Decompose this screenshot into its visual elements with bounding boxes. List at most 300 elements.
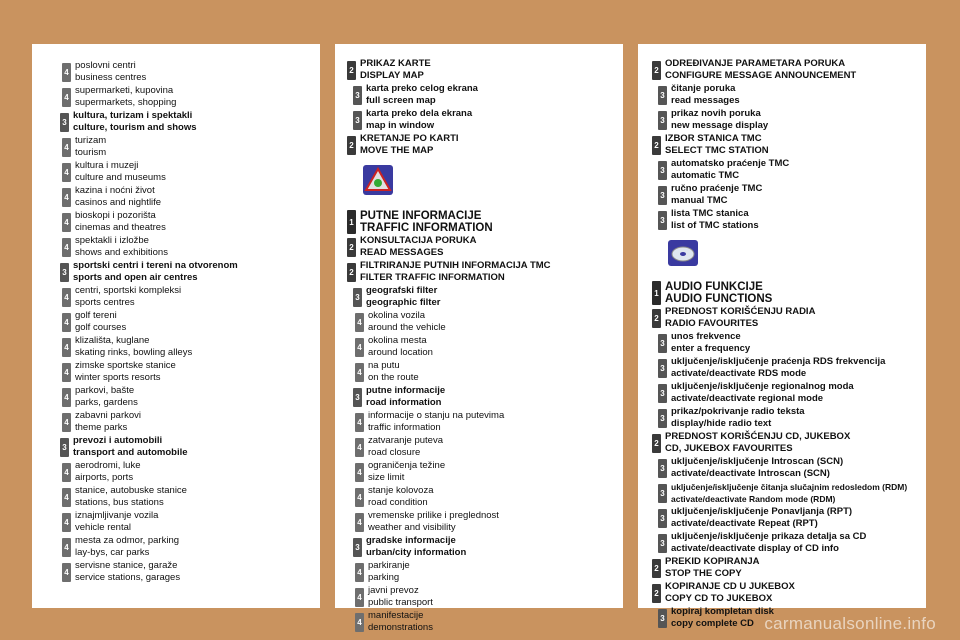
level-badge: 4: [62, 238, 71, 257]
entry-label-english: map in window: [366, 120, 435, 131]
level-badge: 4: [355, 338, 364, 357]
menu-entry: [355, 335, 623, 359]
menu-entry: [355, 610, 623, 634]
menu-entry: [347, 235, 623, 259]
entry-text: [360, 260, 551, 284]
entry-label-local: aerodromi, luke: [75, 460, 141, 471]
menu-entry: [353, 83, 623, 107]
entry-label-english: full screen map: [366, 95, 436, 106]
menu-entry: [62, 285, 320, 309]
entry-text: [368, 335, 433, 359]
level-badge: 2: [652, 434, 661, 453]
level-badge: 4: [62, 138, 71, 157]
entry-text: [368, 510, 499, 534]
menu-entry: [62, 160, 320, 184]
level-badge: 2: [652, 584, 661, 603]
menu-entry: [62, 185, 320, 209]
entry-label-local: čitanje poruka: [671, 83, 736, 94]
entry-text: [368, 560, 410, 584]
level-badge: 3: [658, 161, 667, 180]
entry-label-local: putne informacije: [366, 385, 446, 396]
level-badge: 4: [62, 488, 71, 507]
entry-text: [75, 535, 179, 559]
entry-label-english: read messages: [671, 95, 740, 106]
entry-label-english: SELECT TMC STATION: [665, 145, 769, 156]
level-badge: 3: [658, 409, 667, 428]
menu-entry: [658, 406, 926, 430]
menu-entry: [62, 560, 320, 584]
entry-label-english: around location: [368, 347, 433, 358]
level-badge: 4: [62, 213, 71, 232]
entry-label-local: mesta za odmor, parking: [75, 535, 180, 546]
entry-text: [73, 110, 197, 134]
entry-label-english: vehicle rental: [75, 522, 131, 533]
menu-entry: [658, 331, 926, 355]
entry-label-local: PREKID KOPIRANJA: [665, 556, 760, 567]
entry-label-local: golf tereni: [75, 310, 117, 321]
entry-label-local: okolina vozila: [368, 310, 426, 321]
entry-label-english: parks, gardens: [75, 397, 138, 408]
entry-label-local: iznajmljivanje vozila: [75, 510, 159, 521]
level-badge: 3: [658, 211, 667, 230]
menu-entry: [62, 85, 320, 109]
entry-label-local: PUTNE INFORMACIJE: [360, 210, 482, 222]
level-badge: 4: [355, 438, 364, 457]
entry-label-local: unos frekvence: [671, 331, 741, 342]
entry-label-local: kopiraj kompletan disk: [671, 606, 774, 617]
level-badge: 4: [62, 363, 71, 382]
entry-text: [75, 510, 158, 534]
entry-label-local: javni prevoz: [368, 585, 419, 596]
entry-text: [75, 485, 187, 509]
entry-label-local: na putu: [368, 360, 400, 371]
level-badge: 3: [658, 484, 667, 503]
entry-label-english: sports centres: [75, 297, 135, 308]
level-badge: 4: [62, 188, 71, 207]
entry-label-local: zabavni parkovi: [75, 410, 142, 421]
menu-entry: [658, 158, 926, 182]
entry-label-english: RADIO FAVOURITES: [665, 318, 759, 329]
entry-text: [665, 556, 760, 580]
entry-text: [75, 335, 192, 359]
entry-label-local: prikaz/pokrivanje radio teksta: [671, 406, 805, 417]
entry-label-english: STOP THE COPY: [665, 568, 742, 579]
entry-label-local: karta preko dela ekrana: [366, 108, 473, 119]
level-badge: 4: [355, 563, 364, 582]
menu-entry: [658, 108, 926, 132]
level-badge: 1: [347, 210, 356, 234]
menu-entry: [652, 306, 926, 330]
menu-entry: [62, 60, 320, 84]
entry-text: [665, 281, 772, 305]
menu-column-2: [335, 44, 623, 633]
entry-text: [671, 606, 774, 630]
entry-label-local: KOPIRANJE CD U JUKEBOX: [665, 581, 795, 592]
entry-label-english: tourism: [75, 147, 107, 158]
entry-label-english: public transport: [368, 597, 433, 608]
level-badge: 3: [658, 509, 667, 528]
entry-text: [671, 456, 843, 480]
entry-text: [665, 58, 856, 82]
entry-label-local: uključenje/isključenje regionalnog moda: [671, 381, 854, 392]
entry-label-english: display/hide radio text: [671, 418, 772, 429]
entry-text: [366, 108, 472, 132]
entry-text: [671, 406, 805, 430]
entry-label-english: manual TMC: [671, 195, 728, 206]
entry-label-english: activate/deactivate display of CD info: [671, 543, 839, 554]
col2-bottom-list: [347, 210, 623, 634]
level-badge: 3: [353, 111, 362, 130]
entry-text: [665, 133, 769, 157]
entry-label-local: parkiranje: [368, 560, 410, 571]
entry-text: [671, 83, 740, 107]
menu-entry: [60, 110, 320, 134]
level-badge: 4: [355, 413, 364, 432]
entry-label-local: vremenske prilike i preglednost: [368, 510, 499, 521]
level-badge: 4: [62, 63, 71, 82]
level-badge: 4: [355, 588, 364, 607]
entry-text: [368, 460, 445, 484]
menu-entry: [347, 260, 623, 284]
entry-text: [73, 435, 188, 459]
entry-label-english: enter a frequency: [671, 343, 751, 354]
entry-text: [671, 331, 750, 355]
level-badge: 3: [658, 534, 667, 553]
level-badge: 4: [62, 388, 71, 407]
menu-entry: [658, 208, 926, 232]
entry-text: [75, 460, 140, 484]
entry-label-local: sportski centri i tereni na otvorenom: [73, 260, 238, 271]
entry-label-local: prikaz novih poruka: [671, 108, 761, 119]
entry-label-english: casinos and nightlife: [75, 197, 162, 208]
entry-label-english: transport and automobile: [73, 447, 188, 458]
entry-label-english: AUDIO FUNCTIONS: [665, 293, 773, 305]
menu-entry: [62, 360, 320, 384]
entry-label-local: lista TMC stanica: [671, 208, 749, 219]
entry-label-local: KONSULTACIJA PORUKA: [360, 235, 477, 246]
entry-text: [665, 581, 795, 605]
entry-label-local: KRETANJE PO KARTI: [360, 133, 459, 144]
entry-text: [368, 585, 433, 609]
entry-label-english: activate/deactivate Repeat (RPT): [671, 518, 818, 529]
entry-label-local: supermarketi, kupovina: [75, 85, 174, 96]
level-badge: 3: [658, 334, 667, 353]
entry-text: [665, 431, 850, 455]
entry-label-english: theme parks: [75, 422, 128, 433]
menu-entry: [347, 133, 623, 157]
entry-label-english: road information: [366, 397, 442, 408]
menu-entry: [658, 356, 926, 380]
entry-text: [671, 208, 759, 232]
menu-entry: [62, 485, 320, 509]
menu-entry: [353, 285, 623, 309]
entry-label-english: CONFIGURE MESSAGE ANNOUNCEMENT: [665, 70, 857, 81]
level-badge: 2: [652, 559, 661, 578]
level-badge: 4: [355, 513, 364, 532]
entry-label-local: informacije o stanju na putevima: [368, 410, 505, 421]
level-badge: 2: [652, 309, 661, 328]
col3-top-list: [652, 58, 926, 232]
entry-text: [360, 58, 431, 82]
level-badge: 3: [353, 388, 362, 407]
entry-label-english: CD, JUKEBOX FAVOURITES: [665, 443, 793, 454]
entry-text: [75, 285, 181, 309]
entry-label-english: FILTER TRAFFIC INFORMATION: [360, 272, 505, 283]
entry-text: [368, 485, 433, 509]
level-badge: 4: [62, 538, 71, 557]
entry-label-english: shows and exhibitions: [75, 247, 168, 258]
entry-label-english: road condition: [368, 497, 428, 508]
menu-entry: [652, 431, 926, 455]
entry-label-english: TRAFFIC INFORMATION: [360, 222, 493, 234]
menu-entry: [60, 260, 320, 284]
level-badge: 2: [347, 136, 356, 155]
entry-text: [75, 410, 141, 434]
entry-label-local: FILTRIRANJE PUTNIH INFORMACIJA TMC: [360, 260, 551, 271]
level-badge: 2: [347, 263, 356, 282]
col1-list: [54, 60, 320, 584]
entry-label-local: uključenje/isključenje praćenja RDS frekvencija: [671, 356, 886, 367]
entry-label-local: stanice, autobuske stanice: [75, 485, 187, 496]
entry-text: [75, 60, 146, 84]
entry-label-local: uključenje/isključenje Ponavljanja (RPT): [671, 506, 853, 517]
level-badge: 4: [355, 363, 364, 382]
menu-entry: [62, 135, 320, 159]
menu-entry: [652, 281, 926, 305]
menu-entry: [62, 385, 320, 409]
level-badge: 3: [353, 288, 362, 307]
entry-text: [75, 160, 166, 184]
entry-label-local: ODREĐIVANJE PARAMETARA PORUKA: [665, 58, 846, 69]
col2-top-list: [347, 58, 623, 157]
entry-text: [75, 360, 176, 384]
menu-entry: [355, 360, 623, 384]
menu-entry: [658, 381, 926, 405]
menu-entry: [355, 410, 623, 434]
entry-label-local: centri, sportski kompleksi: [75, 285, 182, 296]
menu-entry: [652, 133, 926, 157]
entry-label-local: uključenje/isključenje čitanja slučajnim redosledom (RDM): [671, 482, 908, 492]
menu-entry: [353, 385, 623, 409]
entry-label-english: business centres: [75, 72, 147, 83]
entry-label-english: weather and visibility: [368, 522, 456, 533]
entry-text: [671, 531, 866, 555]
level-badge: 1: [652, 281, 661, 305]
entry-text: [360, 133, 459, 157]
menu-entry: [347, 210, 623, 234]
level-badge: 3: [658, 384, 667, 403]
entry-label-english: list of TMC stations: [671, 220, 759, 231]
entry-label-english: size limit: [368, 472, 405, 483]
entry-label-local: AUDIO FUNKCIJE: [665, 281, 763, 293]
level-badge: 4: [62, 163, 71, 182]
entry-text: [73, 260, 238, 284]
level-badge: 3: [658, 111, 667, 130]
entry-text: [75, 385, 138, 409]
entry-text: [75, 210, 166, 234]
entry-text: [671, 158, 789, 182]
menu-entry: [355, 485, 623, 509]
menu-entry: [652, 556, 926, 580]
menu-entry: [347, 58, 623, 82]
entry-label-english: parking: [368, 572, 400, 583]
entry-text: [75, 135, 106, 159]
level-badge: 3: [60, 113, 69, 132]
entry-label-english: around the vehicle: [368, 322, 446, 333]
level-badge: 3: [60, 263, 69, 282]
entry-label-english: airports, ports: [75, 472, 134, 483]
entry-label-local: gradske informacije: [366, 535, 456, 546]
entry-label-english: automatic TMC: [671, 170, 740, 181]
entry-text: [671, 381, 854, 405]
level-badge: 4: [62, 413, 71, 432]
entry-label-local: kazina i noćni život: [75, 185, 155, 196]
menu-entry: [62, 410, 320, 434]
menu-entry: [62, 335, 320, 359]
entry-label-local: karta preko celog ekrana: [366, 83, 478, 94]
entry-label-local: zatvaranje puteva: [368, 435, 443, 446]
entry-text: [75, 560, 180, 584]
menu-entry: [658, 183, 926, 207]
entry-label-english: lay-bys, car parks: [75, 547, 150, 558]
entry-text: [368, 435, 443, 459]
entry-text: [671, 108, 768, 132]
entry-label-local: okolina mesta: [368, 335, 427, 346]
entry-text: [366, 285, 440, 309]
level-badge: 2: [652, 61, 661, 80]
menu-entry: [62, 460, 320, 484]
entry-label-english: golf courses: [75, 322, 127, 333]
entry-label-english: READ MESSAGES: [360, 247, 444, 258]
menu-entry: [60, 435, 320, 459]
entry-text: [368, 610, 433, 634]
level-badge: 4: [355, 613, 364, 632]
level-badge: 4: [62, 338, 71, 357]
menu-entry: [62, 535, 320, 559]
menu-entry: [658, 531, 926, 555]
entry-label-local: bioskopi i pozorišta: [75, 210, 156, 221]
menu-entry: [353, 108, 623, 132]
entry-label-english: urban/city information: [366, 547, 467, 558]
entry-label-local: zimske sportske stanice: [75, 360, 176, 371]
level-badge: 4: [355, 463, 364, 482]
entry-text: [671, 481, 907, 505]
entry-label-local: manifestacije: [368, 610, 424, 621]
entry-label-english: on the route: [368, 372, 419, 383]
level-badge: 4: [355, 313, 364, 332]
entry-label-english: DISPLAY MAP: [360, 70, 424, 81]
menu-entry: [355, 510, 623, 534]
watermark: carmanualsonline.info: [764, 614, 936, 633]
level-badge: 3: [60, 438, 69, 457]
level-badge: 3: [658, 459, 667, 478]
entry-text: [360, 235, 476, 259]
level-badge: 4: [62, 313, 71, 332]
entry-label-english: winter sports resorts: [75, 372, 161, 383]
entry-label-local: poslovni centri: [75, 60, 136, 71]
level-badge: 4: [355, 488, 364, 507]
entry-label-local: spektakli i izložbe: [75, 235, 149, 246]
entry-label-english: culture and museums: [75, 172, 166, 183]
entry-text: [366, 83, 478, 107]
traffic-warning-icon: [363, 165, 623, 200]
entry-label-english: activate/deactivate RDS mode: [671, 368, 807, 379]
entry-text: [368, 410, 504, 434]
level-badge: 2: [347, 61, 356, 80]
entry-label-english: activate/deactivate Introscan (SCN): [671, 468, 830, 479]
level-badge: 2: [652, 136, 661, 155]
entry-text: [75, 185, 161, 209]
menu-entry: [355, 310, 623, 334]
entry-label-english: sports and open air centres: [73, 272, 198, 283]
entry-label-local: parkovi, bašte: [75, 385, 135, 396]
level-badge: 3: [353, 86, 362, 105]
entry-label-english: skating rinks, bowling alleys: [75, 347, 193, 358]
menu-entry: [355, 585, 623, 609]
entry-label-english: new message display: [671, 120, 769, 131]
entry-label-local: ograničenja težine: [368, 460, 446, 471]
col3-bottom-list: [652, 281, 926, 630]
menu-entry: [658, 83, 926, 107]
entry-label-english: stations, bus stations: [75, 497, 164, 508]
entry-label-english: COPY CD TO JUKEBOX: [665, 593, 773, 604]
level-badge: 4: [62, 88, 71, 107]
menu-entry: [652, 581, 926, 605]
entry-label-english: traffic information: [368, 422, 441, 433]
entry-label-local: stanje kolovoza: [368, 485, 434, 496]
entry-text: [665, 306, 815, 330]
entry-label-english: activate/deactivate regional mode: [671, 393, 824, 404]
entry-label-english: cinemas and theatres: [75, 222, 166, 233]
level-badge: 4: [62, 513, 71, 532]
menu-entry: [62, 310, 320, 334]
entry-text: [671, 506, 852, 530]
level-badge: 3: [658, 609, 667, 628]
entry-label-local: prevozi i automobili: [73, 435, 163, 446]
menu-entry: [355, 460, 623, 484]
menu-entry: [355, 435, 623, 459]
entry-label-english: road closure: [368, 447, 421, 458]
entry-label-local: geografski filter: [366, 285, 438, 296]
level-badge: 3: [658, 186, 667, 205]
menu-entry: [658, 456, 926, 480]
level-badge: 4: [62, 463, 71, 482]
entry-label-english: demonstrations: [368, 622, 433, 633]
entry-label-english: copy complete CD: [671, 618, 754, 629]
menu-entry: [658, 481, 926, 505]
entry-label-local: servisne stanice, garaže: [75, 560, 178, 571]
menu-entry: [62, 235, 320, 259]
entry-text: [368, 310, 446, 334]
entry-label-english: culture, tourism and shows: [73, 122, 197, 133]
level-badge: 3: [658, 359, 667, 378]
level-badge: 4: [62, 563, 71, 582]
entry-text: [360, 210, 493, 234]
audio-cd-icon: [668, 240, 926, 271]
entry-text: [366, 385, 445, 409]
menu-entry: [353, 535, 623, 559]
entry-label-local: turizam: [75, 135, 107, 146]
entry-text: [75, 310, 126, 334]
entry-text: [368, 360, 419, 384]
entry-label-local: PRIKAZ KARTE: [360, 58, 431, 69]
menu-entry: [658, 506, 926, 530]
entry-label-local: uključenje/isključenje Introscan (SCN): [671, 456, 844, 467]
entry-label-english: supermarkets, shopping: [75, 97, 177, 108]
entry-label-local: uključenje/isključenje prikaza detalja sa CD: [671, 531, 867, 542]
entry-label-local: PREDNOST KORIŠĆENJU RADIA: [665, 306, 816, 317]
entry-label-english: geographic filter: [366, 297, 441, 308]
